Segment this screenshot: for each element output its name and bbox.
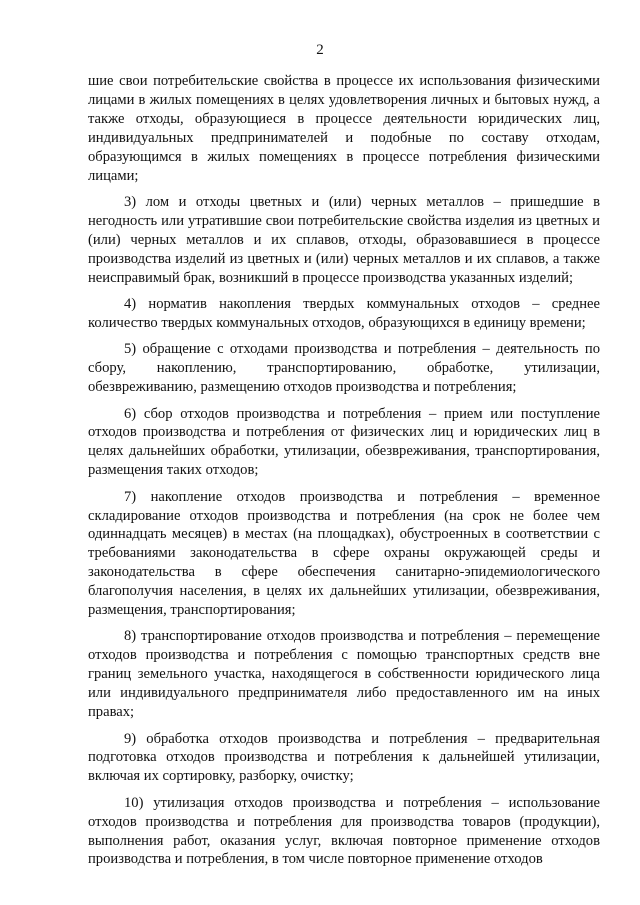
paragraph-item-9: 9) обработка отходов производства и потребления – предварительная подготовка отходов производства и потребления к дальнейшей утилизации, включая их сортировку, разборку, очистку; xyxy=(88,730,600,785)
paragraph-item-10: 10) утилизация отходов производства и потребления – использование отходов производства и потребления для производства товаров (продукции), выполнения работ, оказания услуг, включая повторное применение отходов производства и потребления, в том числе повторное применение отходов xyxy=(88,794,600,868)
paragraph-item-4: 4) норматив накопления твердых коммунальных отходов – среднее количество твердых коммунальных отходов, образующихся в единицу времени; xyxy=(88,295,600,331)
paragraph-item-8: 8) транспортирование отходов производства и потребления – перемещение отходов производства и потребления с помощью транспортных средств вне границ земельного участка, находящегося в собственности юридического лица или индивидуального предпринимателя либо предоставленного им на иных правах; xyxy=(88,628,600,721)
page-number: 2 xyxy=(316,42,324,58)
document-body xyxy=(88,72,600,877)
paragraph-item-7: 7) накопление отходов производства и потребления – временное складирование отходов производства и потребления (на срок не более чем одиннадцать месяцев) в местах (на площадках), обустроенных в соответствии с требованиями законодательства в сфере охраны окружающей среды и законодательства в сфере обеспечения санитарно-эпидемиологического благополучия населения, в целях их дальнейших утилизации, обезвреживания, размещения, транспортирования; xyxy=(88,488,600,619)
paragraph-item-5: 5) обращение с отходами производства и потребления – деятельность по сбору, накоплению, транспортированию, обработке, утилизации, обезвреживанию, размещению отходов производства и потребления; xyxy=(88,341,600,396)
paragraph-item-6: 6) сбор отходов производства и потребления – прием или поступление отходов производства и потребления от физических лиц и юридических лиц в целях дальнейших обработки, утилизации, обезвреживания, транспортирования, размещения таких отходов; xyxy=(88,405,600,479)
paragraph-item-3: 3) лом и отходы цветных и (или) черных металлов – пришедшие в негодность или утратившие свои потребительские свойства изделия из цветных и (или) черных металлов и их сплавов, отходы, образовавшиеся в процессе производства изделий из цветных и (или) черных металлов и их сплавов, а также неисправимый брак, возникший в процессе производства указанных изделий; xyxy=(88,193,600,286)
paragraph-continuation: шие свои потребительские свойства в процессе их использования физическими лицами в жилых помещениях в целях удовлетворения личных и бытовых нужд, а также отходы, образующиеся в процессе деятельности юридических лиц, индивидуальных предпринимателей и подобные по составу отходам, образующимся в жилых помещениях в процессе потребления физическими лицами; xyxy=(88,73,600,184)
